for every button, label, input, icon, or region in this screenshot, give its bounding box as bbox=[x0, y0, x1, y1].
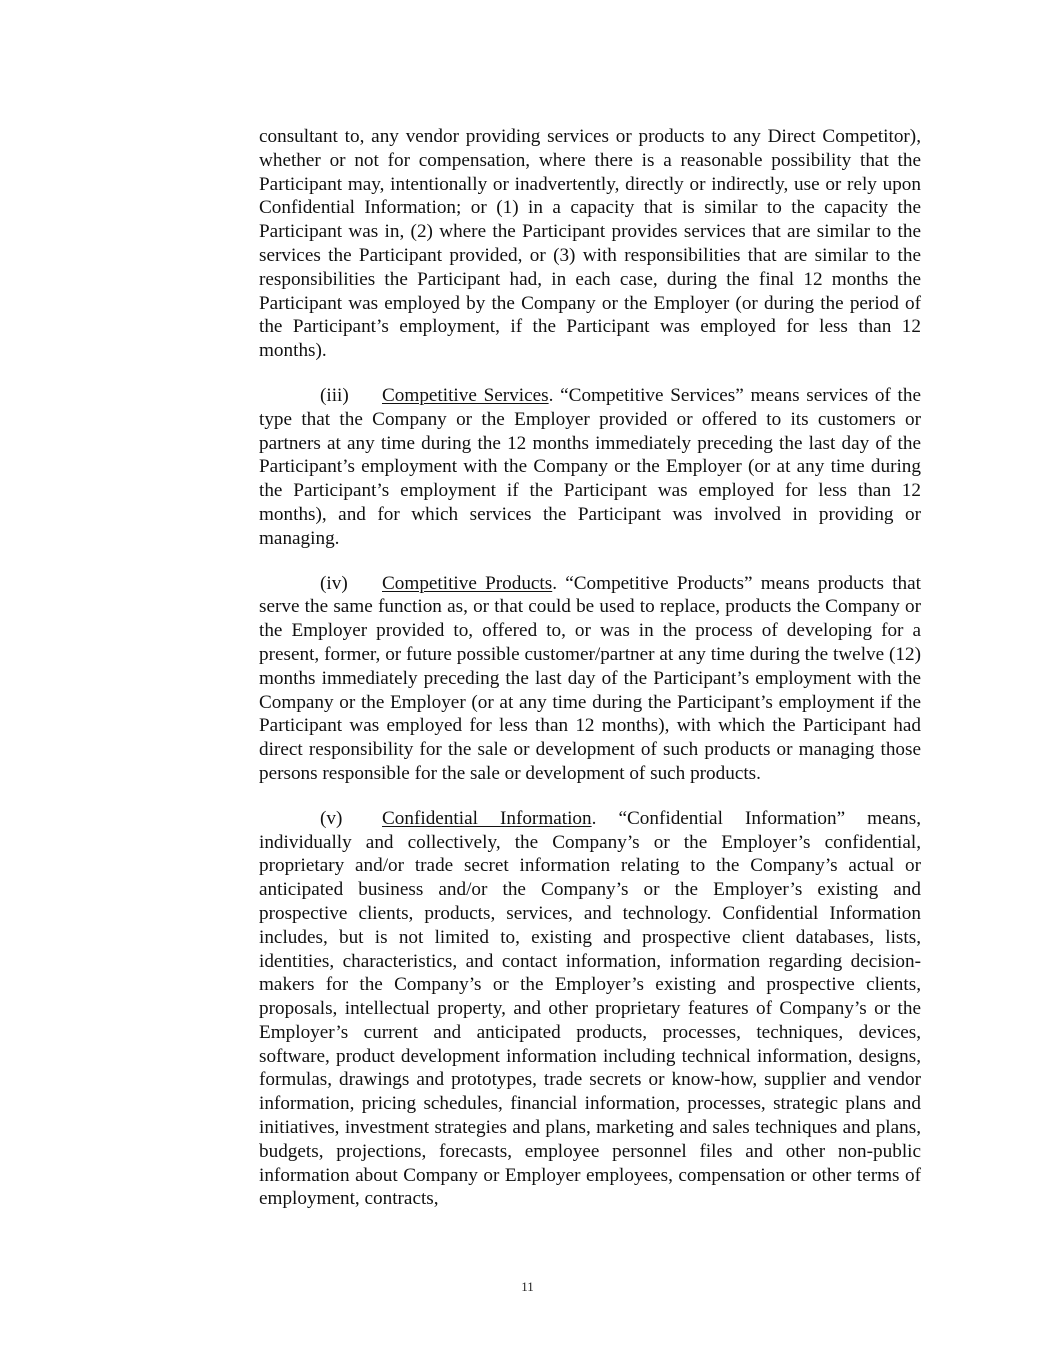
page-number: 11 bbox=[521, 1279, 534, 1294]
section-heading: Competitive Services bbox=[382, 384, 549, 406]
section-text: . “Confidential Information” means, individually and collectively, the Company’s or the Employer’s confidential, proprietary and/or trade secret information relating to the Company’s actual or anticipated business and/or the Company’s or the Employer’s existing and prospective clients, products, services, and technology. Confidential Information includes, but is not limited to, existing and prospective client databases, lists, identities, characteristics, and contact information, information regarding decision-makers for the Company’s or the Employer’s existing and prospective clients, proposals, intellectual property, and other proprietary features of Company’s or the Employer’s current and anticipated products, processes, techniques, devices, software, product development information including technical information, designs, formulas, drawings and prototypes, trade secrets or know-how, supplier and vendor information, pricing schedules, financial information, processes, strategic plans and initiatives, investment strategies and plans, marketing and sales techniques and plans, budgets, projections, forecasts, employee personnel files and other non-public information about Company or Employer employees, compensation or other terms of employment, contracts, bbox=[259, 807, 921, 1210]
section-number: (iv) bbox=[320, 572, 348, 594]
section-heading: Competitive Products bbox=[382, 572, 553, 594]
section-text: . “Competitive Services” means services of the type that the Company or the Employer provided or offered to its customers or partners at any time during the 12 months immediately preceding the last day of the Participant’s employment with the Company or the Employer (or at any time during the Participant’s employment if the Participant was employed for less than 12 months), and for which services the Participant was involved in providing or managing. bbox=[259, 384, 921, 549]
section-number: (v) bbox=[320, 807, 343, 829]
continuation-paragraph: consultant to, any vendor providing services or products to any Direct Competitor), whether or not for compensation, where there is a reasonable possibility that the Participant may, intentionally or inadvertently, directly or indirectly, use or rely upon Confidential Information; or (1) in a capacity that is similar to the capacity the Participant was in, (2) where the Participant provides services that are similar to the services the Participant provided, or (3) with responsibilities that are similar to the responsibilities the Participant had, in each case, during the final 12 months the Participant was employed by the Company or the Employer (or during the period of the Participant’s employment, if the Participant was employed for less than 12 months). bbox=[259, 126, 921, 362]
section-text: . “Competitive Products” means products that serve the same function as, or that could be used to replace, products the Company or the Employer provided to, offered to, or was in the process of developing for a present, former, or future possible customer/partner at any time during the twelve (12) months immediately preceding the last day of the Participant’s employment with the Company or the Employer (or at any time during the Participant’s employment if the Participant was employed for less than 12 months), with which the Participant had direct responsibility for the sale or development of such products or managing those persons responsible for the sale or development of such products. bbox=[259, 572, 921, 784]
section-competitive-services bbox=[259, 384, 921, 551]
section-number: (iii) bbox=[320, 384, 349, 406]
section-competitive-products bbox=[259, 572, 921, 786]
document-body bbox=[259, 125, 921, 1211]
section-confidential-information bbox=[259, 807, 921, 1212]
section-heading: Confidential Information bbox=[382, 807, 592, 829]
